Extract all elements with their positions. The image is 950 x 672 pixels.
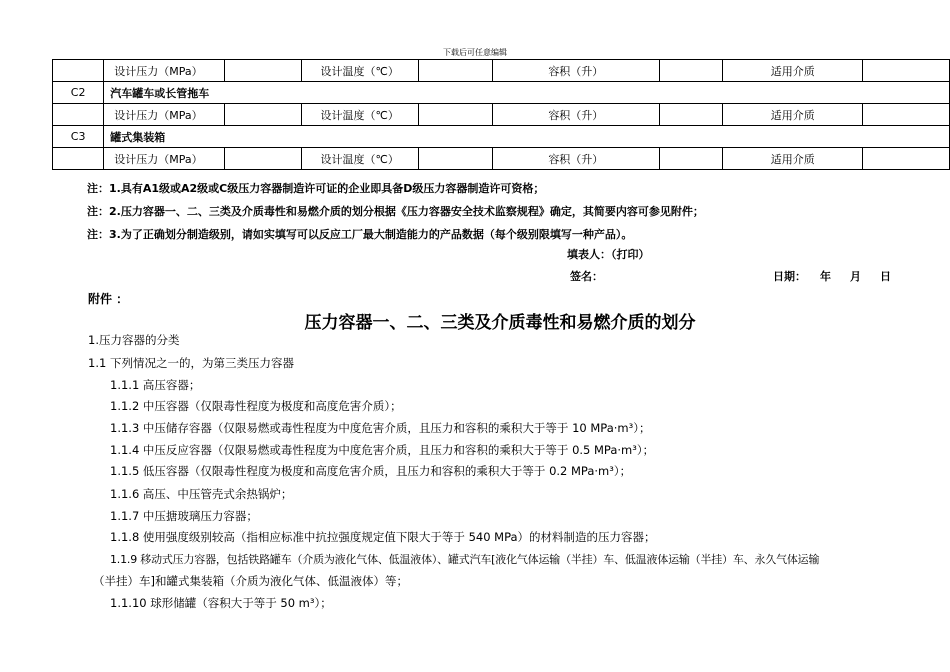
volume-label: 容积（升） xyxy=(493,148,659,170)
subsection-heading: 1.1 下列情况之一的，为第三类压力容器 xyxy=(88,356,294,370)
category-code: C3 xyxy=(53,126,104,148)
medium-label: 适用介质 xyxy=(723,148,863,170)
pressure-value[interactable] xyxy=(224,148,301,170)
pressure-label: 设计压力（MPa） xyxy=(104,148,224,170)
list-item-continuation: （半挂）车]和罐式集装箱（介质为液化气体、低温液体）等； xyxy=(93,574,408,588)
volume-value[interactable] xyxy=(659,104,723,126)
temperature-value[interactable] xyxy=(418,60,492,82)
table-row xyxy=(53,60,950,82)
table-row xyxy=(53,82,950,104)
list-item: 1.1.5 低压容器（仅限毒性程度为极度和高度危害介质，且压力和容积的乘积大于等于 0.2 MPa·m³）； xyxy=(110,464,632,478)
volume-label: 容积（升） xyxy=(493,104,659,126)
volume-value[interactable] xyxy=(659,60,723,82)
note-2: 注：2.压力容器一、二、三类及介质毒性和易燃介质的划分根据《压力容器安全技术监察规程》确定，其简要内容可参见附件； xyxy=(87,205,704,218)
note-1: 注：1.具有A1级或A2级或C级压力容器制造许可证的企业即具备D级压力容器制造许可资格； xyxy=(87,182,545,195)
date-label: 日期： xyxy=(773,270,806,283)
year-label: 年 xyxy=(820,270,831,283)
list-item: 1.1.4 中压反应容器（仅限易燃或毒性程度为中度危害介质，且压力和容积的乘积大于等于 0.5 MPa·m³）； xyxy=(110,443,655,457)
day-label: 日 xyxy=(880,270,891,283)
volume-label: 容积（升） xyxy=(493,60,659,82)
medium-value[interactable] xyxy=(863,60,950,82)
pressure-value[interactable] xyxy=(224,104,301,126)
list-item: 1.1.3 中压储存容器（仅限易燃或毒性程度为中度危害介质，且压力和容积的乘积大于等于 10 MPa·m³）； xyxy=(110,421,651,435)
medium-value[interactable] xyxy=(863,104,950,126)
category-name: 汽车罐车或长管拖车 xyxy=(104,82,950,104)
temperature-label: 设计温度（℃） xyxy=(301,104,418,126)
medium-label: 适用介质 xyxy=(723,104,863,126)
temperature-value[interactable] xyxy=(418,104,492,126)
list-item: 1.1.8 使用强度级别较高（指相应标准中抗拉强度规定值下限大于等于 540 MPa）的材料制造的压力容器； xyxy=(110,530,656,544)
list-item: 1.1.1 高压容器； xyxy=(110,378,201,392)
volume-value[interactable] xyxy=(659,148,723,170)
medium-label: 适用介质 xyxy=(723,60,863,82)
code-cell xyxy=(53,60,104,82)
medium-value[interactable] xyxy=(863,148,950,170)
temperature-value[interactable] xyxy=(418,148,492,170)
table-row xyxy=(53,148,950,170)
note-3: 注：3.为了正确划分制造级别，请如实填写可以反应工厂最大制造能力的产品数据（每个级别限填写一种产品）。 xyxy=(87,228,633,241)
table-row xyxy=(53,104,950,126)
category-code: C2 xyxy=(53,82,104,104)
list-item: 1.1.9 移动式压力容器，包括铁路罐车（介质为液化气体、低温液体）、罐式汽车[液化气体运输（半挂）车、低温液体运输（半挂）车、永久气体运输 xyxy=(110,553,820,566)
pressure-label: 设计压力（MPa） xyxy=(104,104,224,126)
list-item: 1.1.10 球形储罐（容积大于等于 50 m³）； xyxy=(110,596,332,610)
temperature-label: 设计温度（℃） xyxy=(301,148,418,170)
spec-table xyxy=(52,59,950,170)
list-item: 1.1.7 中压搪玻璃压力容器； xyxy=(110,509,258,523)
document-title: 压力容器一、二、三类及介质毒性和易燃介质的划分 xyxy=(304,313,696,333)
sign-label: 签名： xyxy=(570,270,603,283)
temperature-label: 设计温度（℃） xyxy=(301,60,418,82)
category-name: 罐式集装箱 xyxy=(104,126,950,148)
page-header-note: 下载后可任意编辑 xyxy=(443,48,507,57)
code-cell xyxy=(53,148,104,170)
attachment-label: 附件 ： xyxy=(88,292,129,306)
pressure-label: 设计压力（MPa） xyxy=(104,60,224,82)
list-item: 1.1.6 高压、中压管壳式余热锅炉； xyxy=(110,487,293,501)
table-row xyxy=(53,126,950,148)
month-label: 月 xyxy=(850,270,861,283)
pressure-value[interactable] xyxy=(224,60,301,82)
code-cell xyxy=(53,104,104,126)
section-heading: 1.压力容器的分类 xyxy=(88,333,180,347)
filler-label: 填表人：（打印） xyxy=(567,248,650,261)
list-item: 1.1.2 中压容器（仅限毒性程度为极度和高度危害介质）； xyxy=(110,399,402,413)
